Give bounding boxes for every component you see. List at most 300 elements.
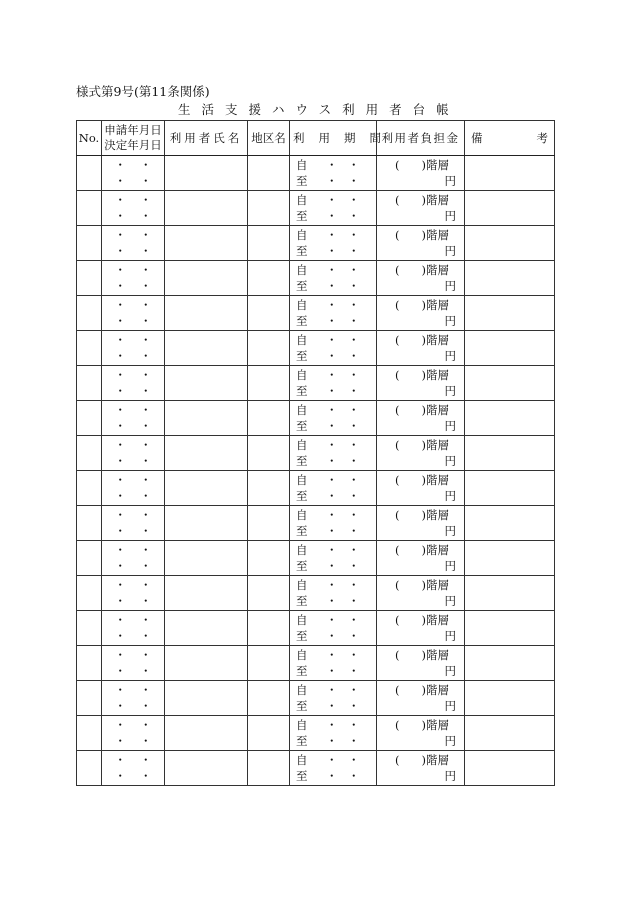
application-date-line: [102, 682, 164, 698]
charge-tier-line: [377, 577, 464, 593]
period-to-label: 至: [296, 279, 308, 293]
cell-area-name[interactable]: [248, 716, 290, 751]
date-separator: ・: [140, 384, 152, 398]
date-separator: ・: [140, 524, 152, 538]
cell-usage-period[interactable]: [290, 331, 377, 366]
date-separator: ・: [326, 228, 338, 242]
charge-tier-line: [377, 682, 464, 698]
charge-yen-line: [377, 278, 464, 294]
cell-no[interactable]: [77, 611, 102, 646]
cell-user-name[interactable]: [165, 471, 248, 506]
date-separator: ・: [140, 648, 152, 662]
cell-dates[interactable]: [102, 576, 165, 611]
cell-dates[interactable]: [102, 296, 165, 331]
cell-user-charge[interactable]: [377, 646, 465, 681]
cell-no[interactable]: [77, 226, 102, 261]
period-to-line: [290, 453, 376, 469]
cell-remarks[interactable]: [465, 226, 555, 261]
cell-remarks[interactable]: [465, 156, 555, 191]
date-separator: ・: [114, 349, 126, 363]
period-from-label: 自: [296, 473, 308, 487]
date-separator: ・: [326, 559, 338, 573]
cell-remarks[interactable]: [465, 576, 555, 611]
date-separator: ・: [326, 174, 338, 188]
date-separator: ・: [114, 489, 126, 503]
cell-usage-period[interactable]: [290, 261, 377, 296]
cell-dates[interactable]: [102, 261, 165, 296]
cell-area-name[interactable]: [248, 156, 290, 191]
cell-user-name[interactable]: [165, 366, 248, 401]
cell-remarks[interactable]: [465, 541, 555, 576]
cell-area-name[interactable]: [248, 401, 290, 436]
date-separator: ・: [348, 384, 360, 398]
cell-area-name[interactable]: [248, 471, 290, 506]
cell-usage-period[interactable]: [290, 366, 377, 401]
application-date-line: [102, 192, 164, 208]
paren-open: (: [395, 508, 400, 522]
cell-user-name[interactable]: [165, 716, 248, 751]
application-date-line: [102, 752, 164, 768]
cell-usage-period[interactable]: [290, 716, 377, 751]
tier-label: )階層: [421, 613, 449, 627]
date-separator: ・: [140, 543, 152, 557]
cell-remarks[interactable]: [465, 401, 555, 436]
date-separator: ・: [114, 769, 126, 783]
cell-remarks[interactable]: [465, 611, 555, 646]
cell-no[interactable]: [77, 191, 102, 226]
cell-area-name[interactable]: [248, 611, 290, 646]
cell-no[interactable]: [77, 331, 102, 366]
cell-user-name[interactable]: [165, 646, 248, 681]
cell-user-name[interactable]: [165, 401, 248, 436]
application-date-line: [102, 332, 164, 348]
tier-label: )階層: [421, 543, 449, 557]
period-from-line: [290, 752, 376, 768]
period-from-line: [290, 647, 376, 663]
period-from-line: [290, 717, 376, 733]
date-separator: ・: [114, 403, 126, 417]
cell-user-name[interactable]: [165, 611, 248, 646]
cell-area-name[interactable]: [248, 191, 290, 226]
cell-dates[interactable]: [102, 226, 165, 261]
decision-date-line: [102, 663, 164, 679]
cell-dates[interactable]: [102, 191, 165, 226]
charge-yen-line: [377, 628, 464, 644]
period-to-label: 至: [296, 594, 308, 608]
period-to-label: 至: [296, 699, 308, 713]
period-from-line: [290, 332, 376, 348]
period-to-line: [290, 313, 376, 329]
table-row: [77, 576, 555, 611]
date-separator: ・: [326, 244, 338, 258]
yen-label: 円: [444, 279, 456, 293]
decision-date-line: [102, 628, 164, 644]
cell-user-charge[interactable]: [377, 191, 465, 226]
date-separator: ・: [140, 699, 152, 713]
header-application-date: 申請年月日: [104, 123, 162, 137]
period-to-label: 至: [296, 314, 308, 328]
yen-label: 円: [444, 244, 456, 258]
tier-label: )階層: [421, 298, 449, 312]
application-date-line: [102, 717, 164, 733]
cell-remarks[interactable]: [465, 471, 555, 506]
period-from-line: [290, 402, 376, 418]
paren-open: (: [395, 473, 400, 487]
cell-user-charge[interactable]: [377, 506, 465, 541]
date-separator: ・: [348, 193, 360, 207]
tier-label: )階層: [421, 333, 449, 347]
decision-date-line: [102, 593, 164, 609]
date-separator: ・: [114, 664, 126, 678]
cell-no[interactable]: [77, 436, 102, 471]
date-separator: ・: [326, 648, 338, 662]
cell-user-charge[interactable]: [377, 541, 465, 576]
date-separator: ・: [114, 753, 126, 767]
cell-user-charge[interactable]: [377, 681, 465, 716]
cell-usage-period[interactable]: [290, 646, 377, 681]
period-to-line: [290, 593, 376, 609]
table-row: [77, 401, 555, 436]
charge-yen-line: [377, 663, 464, 679]
cell-area-name[interactable]: [248, 506, 290, 541]
date-separator: ・: [114, 524, 126, 538]
cell-user-name[interactable]: [165, 191, 248, 226]
date-separator: ・: [114, 279, 126, 293]
cell-dates[interactable]: [102, 541, 165, 576]
date-separator: ・: [114, 543, 126, 557]
cell-usage-period[interactable]: [290, 436, 377, 471]
application-date-line: [102, 612, 164, 628]
period-from-line: [290, 682, 376, 698]
date-separator: ・: [114, 209, 126, 223]
date-separator: ・: [348, 699, 360, 713]
cell-area-name[interactable]: [248, 541, 290, 576]
date-separator: ・: [348, 559, 360, 573]
cell-dates[interactable]: [102, 366, 165, 401]
cell-user-charge[interactable]: [377, 471, 465, 506]
charge-tier-line: [377, 332, 464, 348]
date-separator: ・: [326, 683, 338, 697]
cell-dates[interactable]: [102, 681, 165, 716]
date-separator: ・: [140, 279, 152, 293]
cell-usage-period[interactable]: [290, 296, 377, 331]
cell-dates[interactable]: [102, 646, 165, 681]
cell-no[interactable]: [77, 646, 102, 681]
date-separator: ・: [114, 314, 126, 328]
period-to-line: [290, 278, 376, 294]
cell-remarks[interactable]: [465, 646, 555, 681]
cell-usage-period[interactable]: [290, 576, 377, 611]
date-separator: ・: [140, 349, 152, 363]
cell-no[interactable]: [77, 471, 102, 506]
cell-remarks[interactable]: [465, 366, 555, 401]
cell-no[interactable]: [77, 506, 102, 541]
date-separator: ・: [348, 438, 360, 452]
date-separator: ・: [326, 629, 338, 643]
date-separator: ・: [348, 683, 360, 697]
cell-user-charge[interactable]: [377, 436, 465, 471]
decision-date-line: [102, 733, 164, 749]
cell-dates[interactable]: [102, 716, 165, 751]
cell-user-charge[interactable]: [377, 401, 465, 436]
date-separator: ・: [348, 613, 360, 627]
cell-remarks[interactable]: [465, 681, 555, 716]
cell-area-name[interactable]: [248, 226, 290, 261]
date-separator: ・: [348, 489, 360, 503]
yen-label: 円: [444, 314, 456, 328]
decision-date-line: [102, 453, 164, 469]
tier-label: )階層: [421, 368, 449, 382]
paren-open: (: [395, 333, 400, 347]
cell-area-name[interactable]: [248, 646, 290, 681]
decision-date-line: [102, 173, 164, 189]
cell-no[interactable]: [77, 681, 102, 716]
paren-open: (: [395, 158, 400, 172]
cell-dates[interactable]: [102, 611, 165, 646]
cell-no[interactable]: [77, 541, 102, 576]
date-separator: ・: [140, 613, 152, 627]
cell-no[interactable]: [77, 576, 102, 611]
period-to-line: [290, 663, 376, 679]
cell-remarks[interactable]: [465, 331, 555, 366]
date-separator: ・: [326, 508, 338, 522]
period-from-label: 自: [296, 648, 308, 662]
period-from-label: 自: [296, 333, 308, 347]
date-separator: ・: [114, 244, 126, 258]
application-date-line: [102, 507, 164, 523]
date-separator: ・: [140, 664, 152, 678]
cell-no[interactable]: [77, 296, 102, 331]
cell-area-name[interactable]: [248, 681, 290, 716]
period-to-label: 至: [296, 734, 308, 748]
charge-yen-line: [377, 383, 464, 399]
cell-user-charge[interactable]: [377, 296, 465, 331]
date-separator: ・: [140, 209, 152, 223]
cell-usage-period[interactable]: [290, 471, 377, 506]
date-separator: ・: [326, 419, 338, 433]
date-separator: ・: [348, 524, 360, 538]
paren-open: (: [395, 298, 400, 312]
cell-dates[interactable]: [102, 331, 165, 366]
yen-label: 円: [444, 664, 456, 678]
decision-date-line: [102, 208, 164, 224]
ledger-body: [77, 156, 555, 786]
cell-no[interactable]: [77, 261, 102, 296]
date-separator: ・: [140, 559, 152, 573]
decision-date-line: [102, 383, 164, 399]
cell-usage-period[interactable]: [290, 156, 377, 191]
cell-no[interactable]: [77, 366, 102, 401]
charge-tier-line: [377, 367, 464, 383]
header-remarks: [465, 121, 555, 156]
decision-date-line: [102, 348, 164, 364]
date-separator: ・: [326, 349, 338, 363]
period-from-line: [290, 612, 376, 628]
cell-area-name[interactable]: [248, 576, 290, 611]
cell-user-charge[interactable]: [377, 226, 465, 261]
charge-tier-line: [377, 717, 464, 733]
period-from-label: 自: [296, 193, 308, 207]
period-from-line: [290, 542, 376, 558]
cell-user-charge[interactable]: [377, 331, 465, 366]
cell-area-name[interactable]: [248, 366, 290, 401]
cell-area-name[interactable]: [248, 751, 290, 786]
date-separator: ・: [348, 664, 360, 678]
date-separator: ・: [140, 174, 152, 188]
date-separator: ・: [326, 578, 338, 592]
cell-usage-period[interactable]: [290, 401, 377, 436]
application-date-line: [102, 227, 164, 243]
cell-area-name[interactable]: [248, 261, 290, 296]
charge-tier-line: [377, 752, 464, 768]
date-separator: ・: [348, 734, 360, 748]
date-separator: ・: [326, 699, 338, 713]
cell-dates[interactable]: [102, 471, 165, 506]
charge-tier-line: [377, 157, 464, 173]
cell-dates[interactable]: [102, 436, 165, 471]
period-from-line: [290, 262, 376, 278]
date-separator: ・: [114, 454, 126, 468]
cell-user-name[interactable]: [165, 751, 248, 786]
cell-no[interactable]: [77, 716, 102, 751]
cell-remarks[interactable]: [465, 436, 555, 471]
table-row: [77, 716, 555, 751]
cell-usage-period[interactable]: [290, 541, 377, 576]
cell-user-charge[interactable]: [377, 156, 465, 191]
application-date-line: [102, 367, 164, 383]
date-separator: ・: [348, 333, 360, 347]
date-separator: ・: [348, 718, 360, 732]
cell-user-charge[interactable]: [377, 261, 465, 296]
period-from-label: 自: [296, 438, 308, 452]
date-separator: ・: [140, 753, 152, 767]
cell-user-name[interactable]: [165, 576, 248, 611]
period-from-label: 自: [296, 683, 308, 697]
charge-yen-line: [377, 488, 464, 504]
date-separator: ・: [140, 403, 152, 417]
date-separator: ・: [326, 613, 338, 627]
cell-remarks[interactable]: [465, 296, 555, 331]
table-row: [77, 191, 555, 226]
cell-dates[interactable]: [102, 401, 165, 436]
date-separator: ・: [114, 158, 126, 172]
yen-label: 円: [444, 629, 456, 643]
date-separator: ・: [326, 769, 338, 783]
cell-remarks[interactable]: [465, 751, 555, 786]
period-to-line: [290, 488, 376, 504]
application-date-line: [102, 262, 164, 278]
charge-yen-line: [377, 768, 464, 784]
date-separator: ・: [114, 298, 126, 312]
cell-no[interactable]: [77, 156, 102, 191]
cell-usage-period[interactable]: [290, 611, 377, 646]
cell-user-name[interactable]: [165, 261, 248, 296]
cell-dates[interactable]: [102, 156, 165, 191]
decision-date-line: [102, 418, 164, 434]
period-to-line: [290, 733, 376, 749]
date-separator: ・: [140, 244, 152, 258]
date-separator: ・: [140, 193, 152, 207]
cell-dates[interactable]: [102, 751, 165, 786]
cell-usage-period[interactable]: [290, 681, 377, 716]
date-separator: ・: [114, 594, 126, 608]
cell-user-name[interactable]: [165, 226, 248, 261]
cell-user-charge[interactable]: [377, 751, 465, 786]
charge-yen-line: [377, 523, 464, 539]
tier-label: )階層: [421, 753, 449, 767]
cell-dates[interactable]: [102, 506, 165, 541]
cell-user-name[interactable]: [165, 156, 248, 191]
cell-user-name[interactable]: [165, 681, 248, 716]
header-usage-period: 利用期間: [290, 121, 377, 156]
cell-usage-period[interactable]: [290, 506, 377, 541]
cell-usage-period[interactable]: [290, 226, 377, 261]
cell-user-charge[interactable]: [377, 366, 465, 401]
cell-user-name[interactable]: [165, 541, 248, 576]
date-separator: ・: [326, 753, 338, 767]
date-separator: ・: [140, 368, 152, 382]
period-from-line: [290, 367, 376, 383]
cell-area-name[interactable]: [248, 436, 290, 471]
cell-user-name[interactable]: [165, 296, 248, 331]
decision-date-line: [102, 768, 164, 784]
date-separator: ・: [326, 298, 338, 312]
charge-tier-line: [377, 192, 464, 208]
cell-user-name[interactable]: [165, 436, 248, 471]
cell-usage-period[interactable]: [290, 751, 377, 786]
cell-remarks[interactable]: [465, 506, 555, 541]
period-to-line: [290, 173, 376, 189]
cell-no[interactable]: [77, 751, 102, 786]
date-separator: ・: [140, 508, 152, 522]
charge-tier-line: [377, 647, 464, 663]
date-separator: ・: [348, 403, 360, 417]
date-separator: ・: [114, 613, 126, 627]
period-to-label: 至: [296, 384, 308, 398]
date-separator: ・: [326, 664, 338, 678]
cell-user-charge[interactable]: [377, 716, 465, 751]
date-separator: ・: [140, 578, 152, 592]
document-title: 生活支援ハウス利用者台帳: [178, 102, 460, 117]
cell-user-name[interactable]: [165, 331, 248, 366]
cell-remarks[interactable]: [465, 716, 555, 751]
date-separator: ・: [140, 298, 152, 312]
cell-area-name[interactable]: [248, 296, 290, 331]
date-separator: ・: [114, 438, 126, 452]
cell-user-name[interactable]: [165, 506, 248, 541]
charge-tier-line: [377, 507, 464, 523]
cell-no[interactable]: [77, 401, 102, 436]
decision-date-line: [102, 488, 164, 504]
table-row: [77, 751, 555, 786]
cell-user-charge[interactable]: [377, 611, 465, 646]
period-to-line: [290, 383, 376, 399]
charge-yen-line: [377, 558, 464, 574]
cell-area-name[interactable]: [248, 331, 290, 366]
date-separator: ・: [348, 508, 360, 522]
period-from-label: 自: [296, 718, 308, 732]
cell-user-charge[interactable]: [377, 576, 465, 611]
date-separator: ・: [348, 578, 360, 592]
cell-remarks[interactable]: [465, 261, 555, 296]
cell-remarks[interactable]: [465, 191, 555, 226]
date-separator: ・: [348, 349, 360, 363]
tier-label: )階層: [421, 473, 449, 487]
header-remarks-right: 考: [536, 131, 548, 145]
cell-usage-period[interactable]: [290, 191, 377, 226]
yen-label: 円: [444, 769, 456, 783]
period-to-line: [290, 523, 376, 539]
